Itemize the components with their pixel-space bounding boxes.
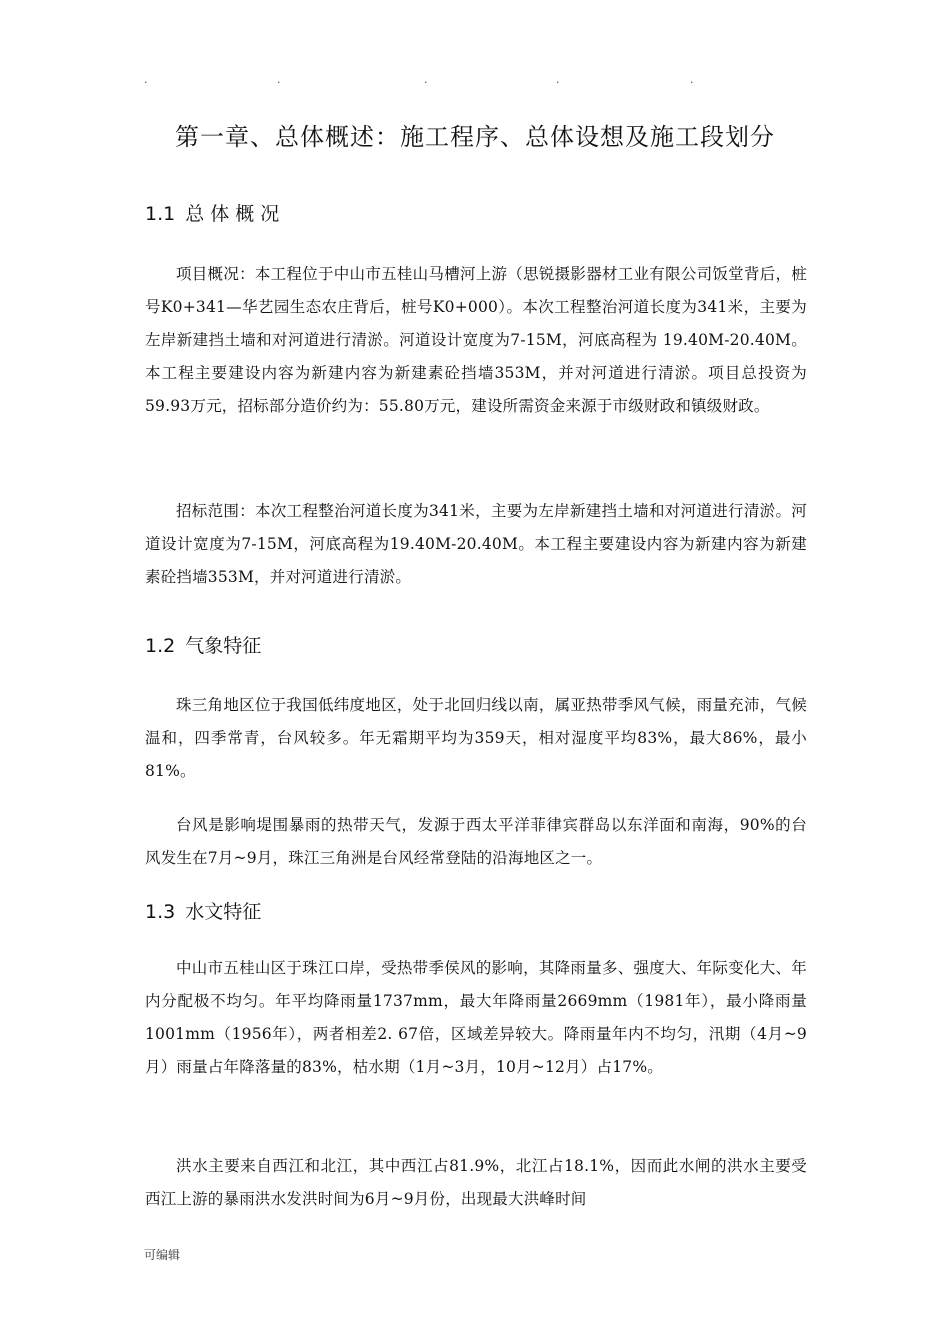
header-dot: . xyxy=(144,73,148,86)
header-dot: . xyxy=(556,73,560,86)
section-number: 1.3 xyxy=(145,901,176,923)
footer-label: 可编辑 xyxy=(144,1248,181,1262)
paragraph-typhoon: 台风是影响堤围暴雨的热带天气，发源于西太平洋菲律宾群岛以东洋面和南海，90%的台风发生在7月~9月，珠江三角洲是台风经常登陆的沿海地区之一。 xyxy=(145,816,807,867)
header-dot: . xyxy=(690,73,694,86)
section-number: 1.1 xyxy=(145,203,176,225)
paragraph-rainfall: 中山市五桂山区于珠江口岸，受热带季侯风的影响，其降雨量多、强度大、年际变化大、年内分配极不均匀。年平均降雨量1737mm，最大年降雨量2669mm（1981年），最小降雨量1001mm（1956年），两者相差2. 67倍，区域差异较大。降雨量年内不均匀，汛期（4月~9月）雨量占年降落量的83%，枯水期（1月~3月，10月~12月）占17%。 xyxy=(145,959,807,1076)
paragraph-flood: 洪水主要来自西江和北江，其中西江占81.9%，北江占18.1%，因而此水闸的洪水主要受西江上游的暴雨洪水发洪时间为6月~9月份，出现最大洪峰时间 xyxy=(145,1157,807,1208)
section-title: 总体概况 xyxy=(185,203,286,225)
header-dot: . xyxy=(424,73,428,86)
section-heading xyxy=(145,200,285,228)
header-dots xyxy=(144,74,704,86)
section-heading xyxy=(145,898,261,926)
section-heading xyxy=(145,632,261,660)
paragraph-project-overview: 项目概况：本工程位于中山市五桂山马槽河上游（思锐摄影器材工业有限公司饭堂背后，桩号K0+341—华艺园生态农庄背后，桩号K0+000）。本次工程整治河道长度为341米，主要为左岸新建挡土墙和对河道进行清淤。河道设计宽度为7-15M，河底高程为 19.40M-20.40M。本工程主要建设内容为新建内容为新建素砼挡墙353M，并对河道进行清淤。项目总投资为59.93万元，招标部分造价约为：55.80万元，建设所需资金来源于市级财政和镇级财政。 xyxy=(145,265,807,415)
section-title: 水文特征 xyxy=(185,901,262,923)
chapter-title: 第一章、总体概述：施工程序、总体设想及施工段划分 xyxy=(175,123,775,151)
header-dot: . xyxy=(277,73,281,86)
paragraph-climate: 珠三角地区位于我国低纬度地区，处于北回归线以南，属亚热带季风气候，雨量充沛，气候温和，四季常青，台风较多。年无霜期平均为359天，相对湿度平均83%，最大86%，最小81%。 xyxy=(145,696,807,780)
paragraph-bidding-scope: 招标范围：本次工程整治河道长度为341米，主要为左岸新建挡土墙和对河道进行清淤。河道设计宽度为7-15M，河底高程为19.40M-20.40M。本工程主要建设内容为新建内容为新建素砼挡墙353M，并对河道进行清淤。 xyxy=(145,502,807,586)
section-title: 气象特征 xyxy=(185,635,262,657)
section-number: 1.2 xyxy=(145,635,176,657)
